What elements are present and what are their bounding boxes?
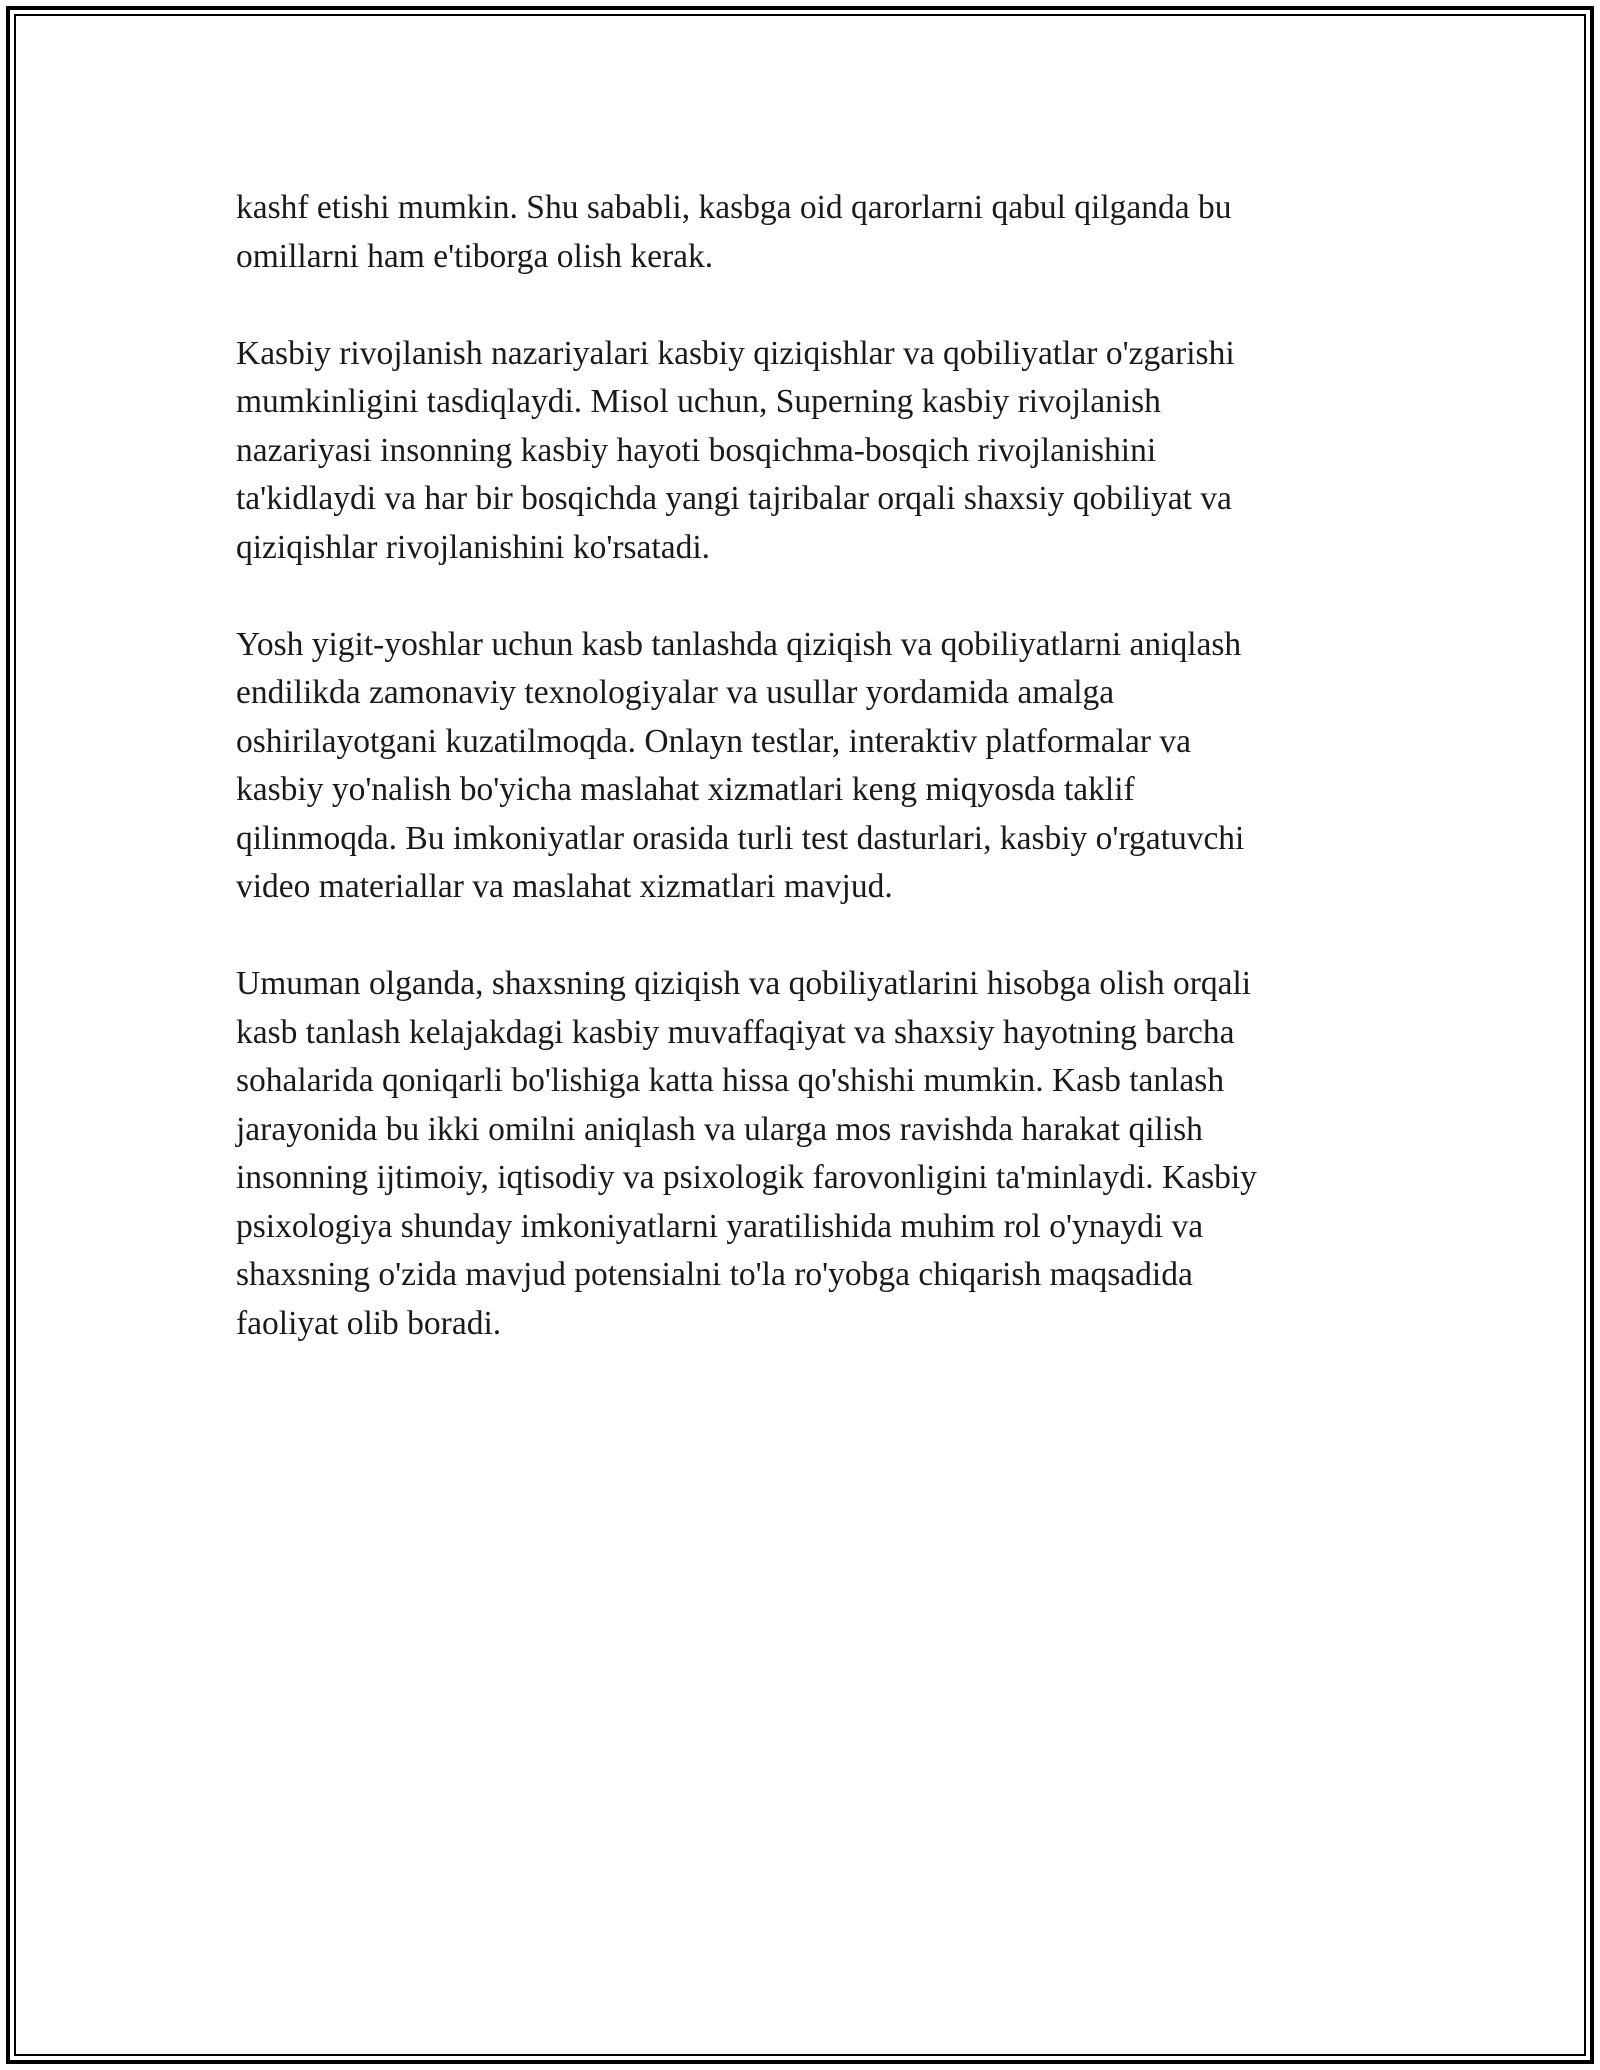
document-body bbox=[236, 184, 1366, 1348]
paragraph-4: Umuman olganda, shaxsning qiziqish va qobiliyatlarini hisobga olish orqali kasb tanlash kelajakdagi kasbiy muvaffaqiyat va shaxsiy hayotning barcha sohalarida qoniqarli bo'lishiga katta hissa qo'shishi mumkin. Kasb tanlash jarayonida bu ikki omilni aniqlash va ularga mos ravishda harakat qilish insonning ijtimoiy, iqtisodiy va psixologik farovonligini ta'minlaydi. Kasbiy psixologiya shunday imkoniyatlarni yaratilishida muhim rol o'ynaydi va shaxsning o'zida mavjud potensialni to'la ro'yobga chiqarish maqsadida faoliyat olib boradi. bbox=[236, 965, 1257, 1342]
paragraph-1: kashf etishi mumkin. Shu sababli, kasbga oid qarorlarni qabul qilganda bu omillarni ham e'tiborga olish kerak. bbox=[236, 189, 1232, 275]
paragraph-2: Kasbiy rivojlanish nazariyalari kasbiy qiziqishlar va qobiliyatlar o'zgarishi mumkinligini tasdiqlaydi. Misol uchun, Superning kasbiy rivojlanish nazariyasi insonning kasbiy hayoti bosqichma-bosqich rivojlanishini ta'kidlaydi va har bir bosqichda yangi tajribalar orqali shaxsiy qobiliyat va qiziqishlar rivojlanishini ko'rsatadi. bbox=[236, 334, 1235, 566]
paragraph-3: Yosh yigit-yoshlar uchun kasb tanlashda qiziqish va qobiliyatlarni aniqlash endilikda zamonaviy texnologiyalar va usullar yordamida amalga oshirilayotgani kuzatilmoqda. Onlayn testlar, interaktiv platformalar va kasbiy yo'nalish bo'yicha maslahat xizmatlari keng miqyosda taklif qilinmoqda. Bu imkoniyatlar orasida turli test dasturlari, kasbiy o'rgatuvchi video materiallar va maslahat xizmatlari mavjud. bbox=[236, 625, 1245, 905]
